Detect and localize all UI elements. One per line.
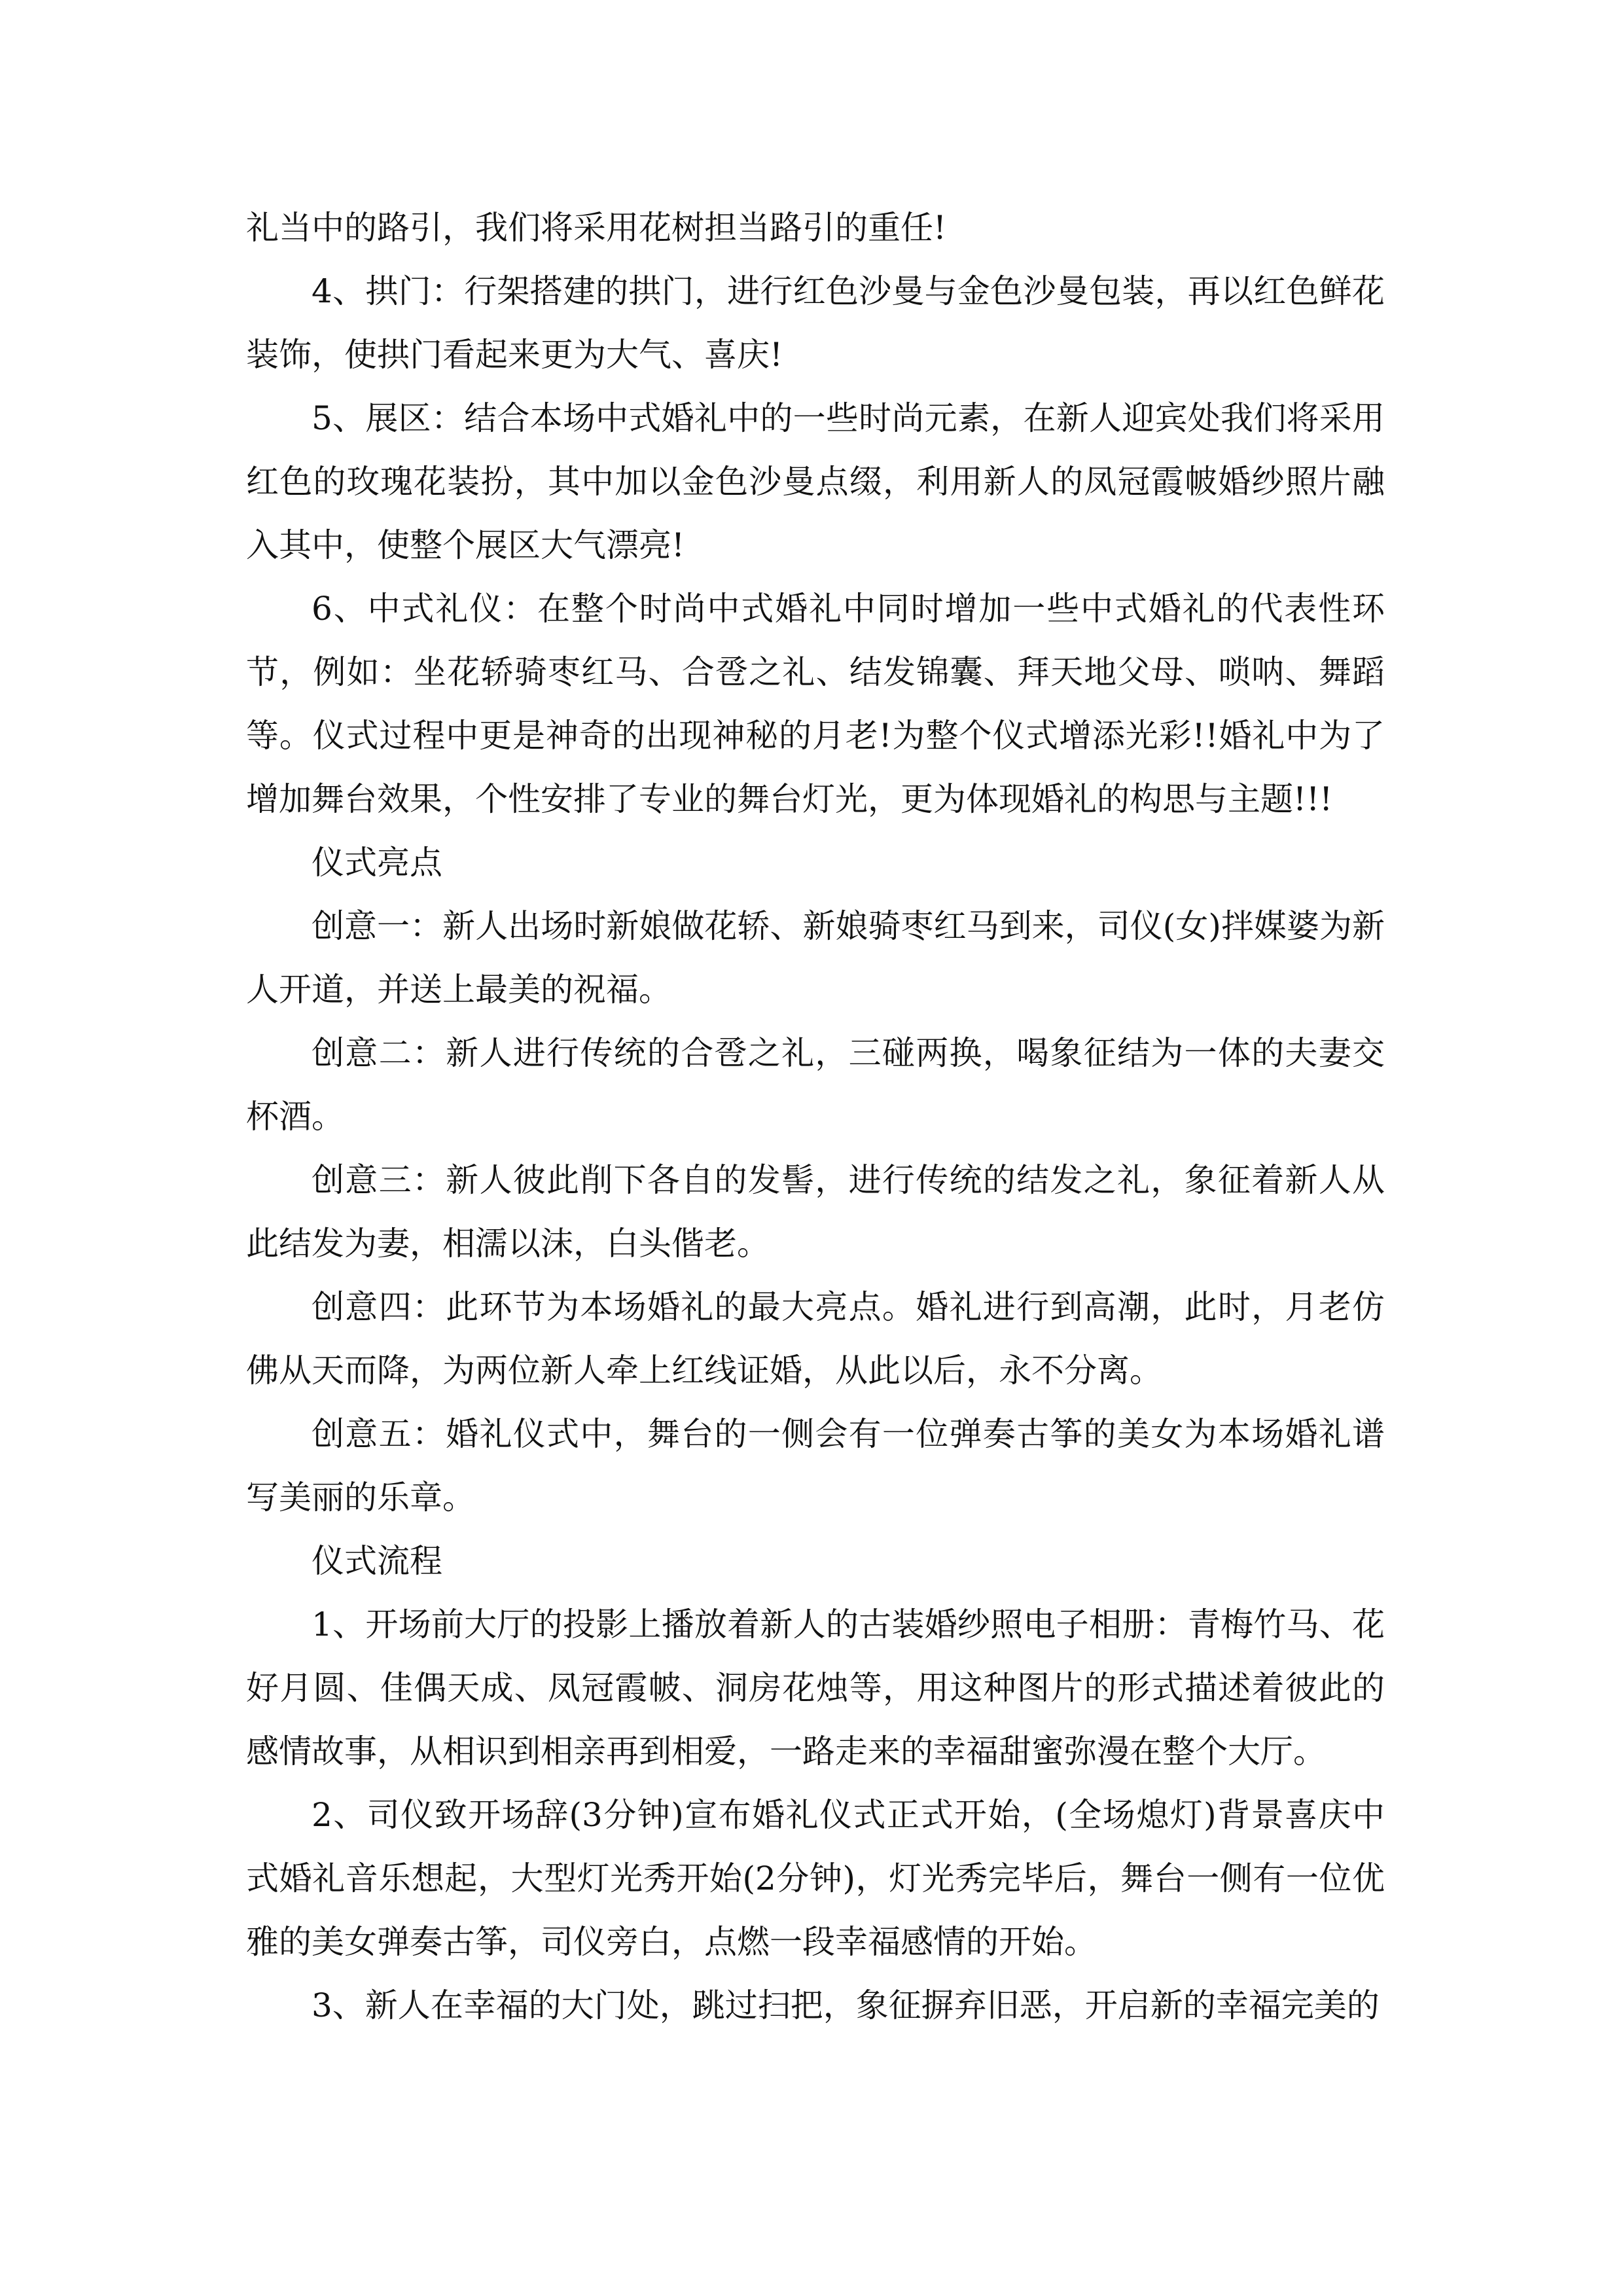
paragraph-idea-five: 创意五：婚礼仪式中，舞台的一侧会有一位弹奏古筝的美女为本场婚礼谱写美丽的乐章。 [246, 1415, 1385, 1516]
document-body [246, 196, 1385, 2037]
paragraph-exhibition-area: 5、展区：结合本场中式婚礼中的一些时尚元素，在新人迎宾处我们将采用红色的玫瑰花装扮，其中加以金色沙曼点缀，利用新人的凤冠霞帔婚纱照片融入其中，使整个展区大气漂亮! [246, 399, 1385, 564]
section-heading-ceremony-process: 仪式流程 [312, 1542, 442, 1580]
paragraph-process-step-3: 3、新人在幸福的大门处，跳过扫把，象征摒弃旧恶，开启新的幸福完美的 [312, 1986, 1380, 2024]
section-heading-ceremony-highlights: 仪式亮点 [312, 844, 442, 882]
paragraph-idea-three: 创意三：新人彼此削下各自的发髻，进行传统的结发之礼，象征着新人从此结发为妻，相濡以沫，白头偕老。 [246, 1161, 1385, 1263]
paragraph-process-step-1: 1、开场前大厅的投影上播放着新人的古装婚纱照电子相册：青梅竹马、花好月圆、佳偶天成、凤冠霞帔、洞房花烛等，用这种图片的形式描述着彼此的感情故事，从相识到相亲再到相爱，一路走来的幸福甜蜜弥漫在整个大厅。 [246, 1605, 1385, 1770]
paragraph-process-step-2: 2、司仪致开场辞(3分钟)宣布婚礼仪式正式开始，(全场熄灯)背景喜庆中式婚礼音乐想起，大型灯光秀开始(2分钟)，灯光秀完毕后，舞台一侧有一位优雅的美女弹奏古筝，司仪旁白，点燃一段幸福感情的开始。 [246, 1796, 1385, 1961]
paragraph-road-guide-continuation: 礼当中的路引，我们将采用花树担当路引的重任! [246, 209, 947, 247]
paragraph-idea-two: 创意二：新人进行传统的合卺之礼，三碰两换，喝象征结为一体的夫妻交杯酒。 [246, 1034, 1385, 1136]
paragraph-idea-four: 创意四：此环节为本场婚礼的最大亮点。婚礼进行到高潮，此时，月老仿佛从天而降，为两位新人牵上红线证婚，从此以后，永不分离。 [246, 1288, 1385, 1390]
paragraph-chinese-etiquette: 6、中式礼仪：在整个时尚中式婚礼中同时增加一些中式婚礼的代表性环节，例如：坐花轿骑枣红马、合卺之礼、结发锦囊、拜天地父母、唢呐、舞蹈等。仪式过程中更是神奇的出现神秘的月老!为整个仪式增添光彩!!婚礼中为了增加舞台效果，个性安排了专业的舞台灯光，更为体现婚礼的构思与主题!!! [246, 590, 1385, 818]
paragraph-idea-one: 创意一：新人出场时新娘做花轿、新娘骑枣红马到来，司仪(女)拌媒婆为新人开道，并送上最美的祝福。 [246, 907, 1385, 1009]
paragraph-arch: 4、拱门：行架搭建的拱门，进行红色沙曼与金色沙曼包装，再以红色鲜花装饰，使拱门看起来更为大气、喜庆! [246, 272, 1385, 374]
